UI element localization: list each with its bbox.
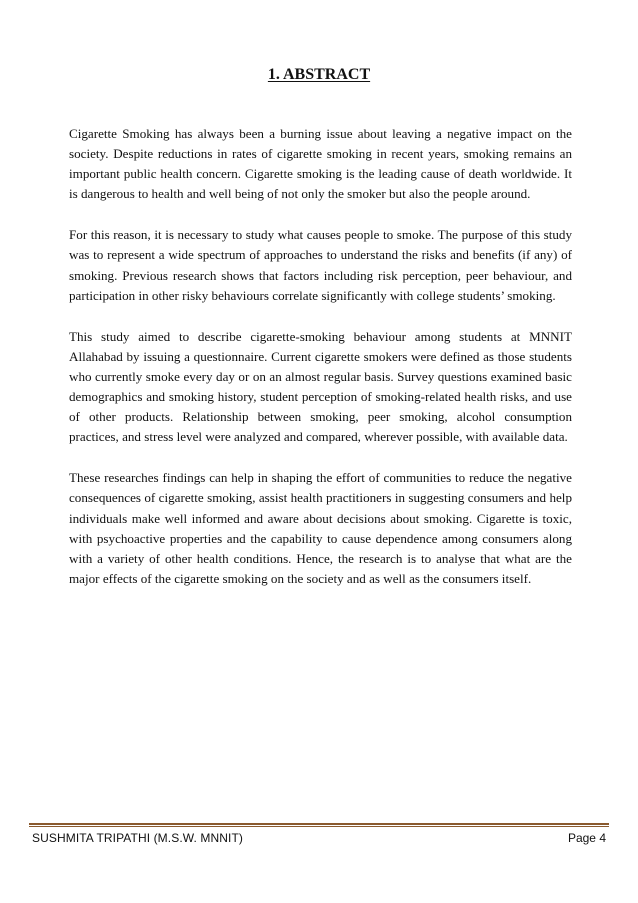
paragraph-2: For this reason, it is necessary to study what causes people to smoke. The purpose of this study was to represent a wide spectrum of approaches to understand the risks and benefits (if any) of smoking. Previous research shows that factors including risk perception, peer behaviour, and participation in other risky behaviours correlate significantly with college students’ smoking. <box>69 227 572 303</box>
footer-page-number: Page 4 <box>567 831 606 845</box>
paragraph-1: Cigarette Smoking has always been a burning issue about leaving a negative impact on the society. Despite reductions in rates of cigarette smoking in recent years, smoking remains an important public health concern. Cigarette smoking is the leading cause of death worldwide. It is dangerous to health and well being of not only the smoker but also the people around. <box>69 126 572 202</box>
paragraph-4: These researches findings can help in shaping the effort of communities to reduce the negative consequences of cigarette smoking, assist health practitioners in suggesting consumers and help individuals make well informed and aware about decisions about smoking. Cigarette is toxic, with psychoactive properties and the capability to cause dependence among consumers along with a variety of other health conditions. Hence, the research is to analyse that what are the major effects of the cigarette smoking on the society and as well as the consumers itself. <box>69 470 572 586</box>
footer-rule-thin <box>29 826 609 827</box>
paragraph-3: This study aimed to describe cigarette-smoking behaviour among students at MNNIT Allahabad by issuing a questionnaire. Current cigarette smokers were defined as those students who currently smoke every day or on an almost regular basis. Survey questions examined basic demographics and smoking history, student perception of smoking-related health risks, and use of other products. Relationship between smoking, peer smoking, alcohol consumption practices, and stress level were analyzed and compared, wherever possible, with available data. <box>69 328 572 445</box>
footer-author: SUSHMITA TRIPATHI (M.S.W. MNNIT) <box>32 831 243 845</box>
footer-rule-thick <box>29 823 609 825</box>
section-title: 1. ABSTRACT <box>267 66 371 83</box>
abstract-body <box>69 124 572 610</box>
